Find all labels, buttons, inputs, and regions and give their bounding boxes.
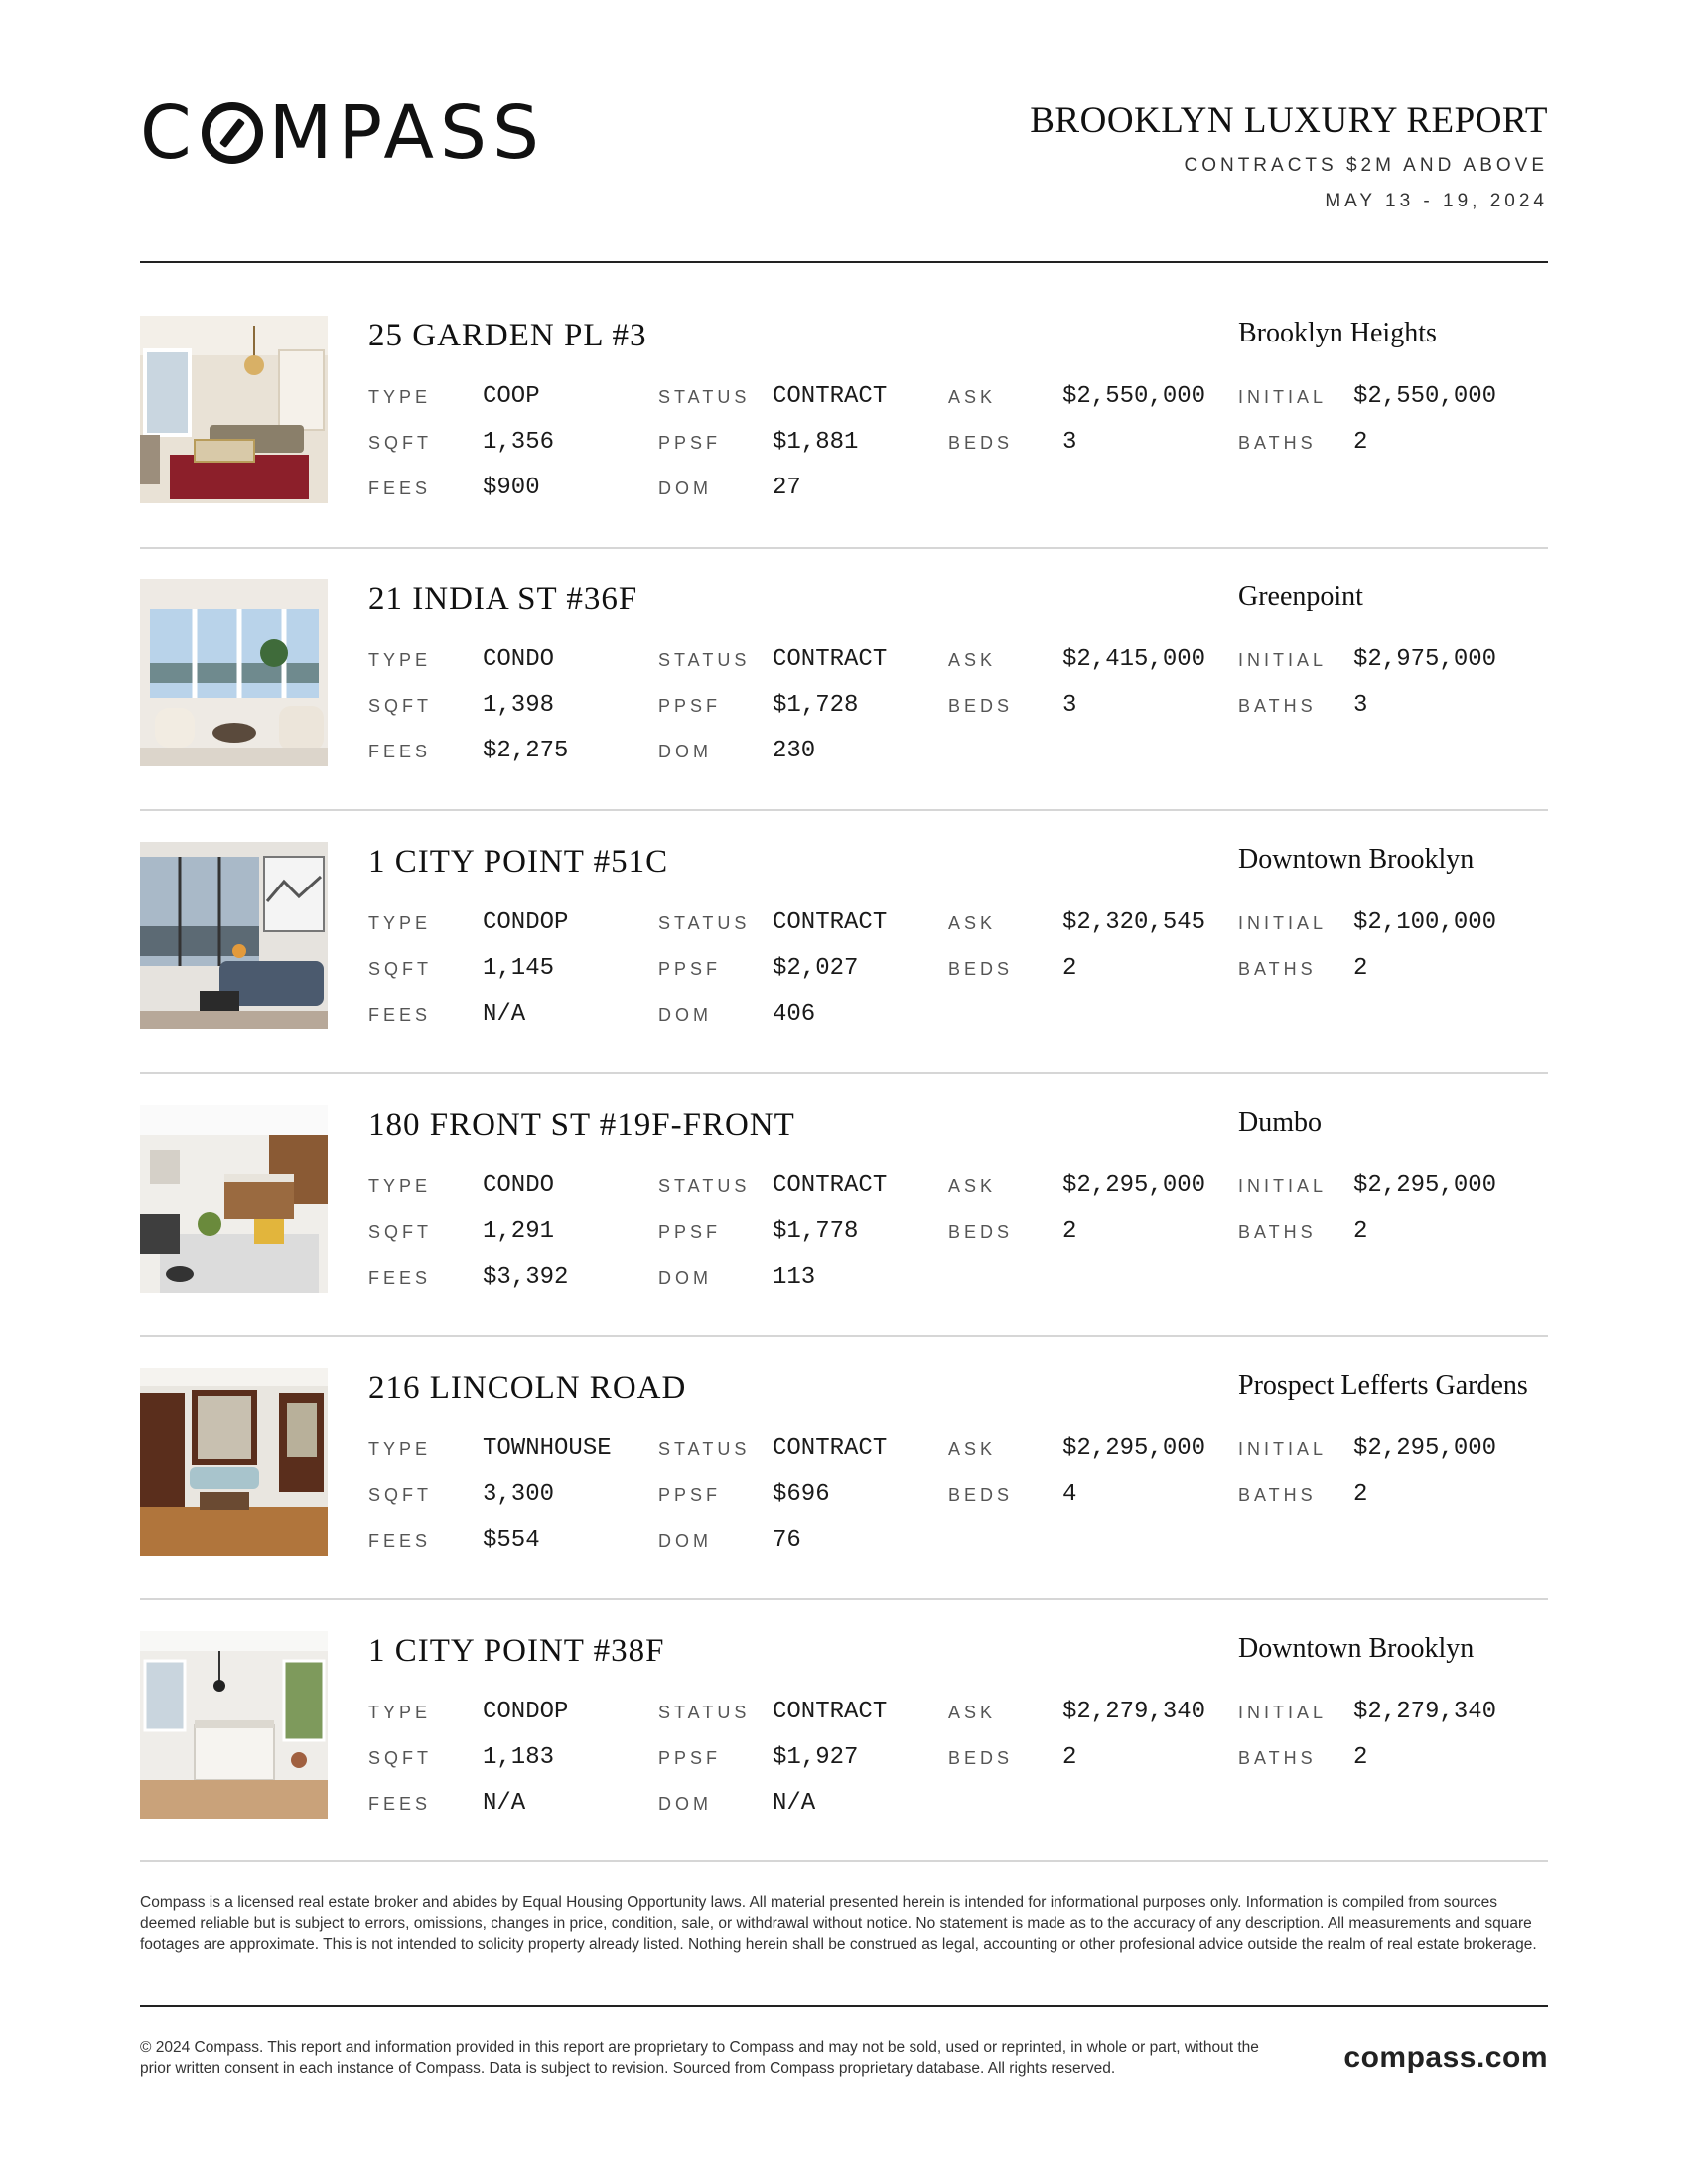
ask-value: $2,295,000 [1062,1172,1206,1199]
report-date: MAY 13 - 19, 2024 [1325,191,1548,211]
header-divider [140,261,1548,263]
sqft-label: SQFT [368,959,432,979]
dom-label: DOM [658,1794,712,1814]
status-label: STATUS [658,1703,751,1722]
initial-value: $2,279,340 [1353,1699,1497,1725]
listing-photo [140,579,328,766]
status-label: STATUS [658,1439,751,1459]
status-value: CONTRACT [773,1435,888,1462]
ask-value: $2,295,000 [1062,1435,1206,1462]
ppsf-value: $2,027 [773,955,859,982]
listing-photo [140,316,328,503]
type-value: CONDOP [483,1699,569,1725]
status-label: STATUS [658,387,751,407]
ask-label: ASK [948,1176,997,1196]
listing-divider [140,1072,1548,1074]
baths-value: 2 [1353,1218,1368,1245]
type-value: CONDO [483,1172,555,1199]
fees-label: FEES [368,1268,432,1288]
type-label: TYPE [368,650,432,670]
fees-value: $900 [483,475,540,501]
fees-label: FEES [368,742,432,761]
listing-photo [140,1105,328,1293]
beds-value: 4 [1062,1481,1077,1508]
listing-address: 25 GARDEN PL #3 [368,318,647,353]
sqft-value: 1,398 [483,692,555,719]
dom-value: 406 [773,1001,816,1027]
ppsf-value: $696 [773,1481,830,1508]
dom-value: N/A [773,1790,816,1817]
listing-photo [140,842,328,1029]
listing-neighborhood: Greenpoint [1238,581,1363,612]
listing-row [140,1105,1548,1367]
dom-label: DOM [658,1005,712,1024]
fees-label: FEES [368,1531,432,1551]
baths-label: BATHS [1238,1485,1317,1505]
beds-value: 3 [1062,429,1077,456]
baths-value: 2 [1353,955,1368,982]
beds-value: 2 [1062,1744,1077,1771]
status-label: STATUS [658,650,751,670]
report-title: BROOKLYN LUXURY REPORT [1030,100,1548,141]
status-label: STATUS [658,913,751,933]
dom-value: 113 [773,1264,816,1291]
ask-value: $2,279,340 [1062,1699,1206,1725]
sqft-label: SQFT [368,433,432,453]
ask-label: ASK [948,1703,997,1722]
initial-label: INITIAL [1238,1176,1328,1196]
sqft-value: 3,300 [483,1481,555,1508]
status-value: CONTRACT [773,909,888,936]
listing-address: 21 INDIA ST #36F [368,581,638,616]
listing-row [140,316,1548,578]
status-value: CONTRACT [773,1172,888,1199]
ask-label: ASK [948,1439,997,1459]
fees-value: $3,392 [483,1264,569,1291]
baths-value: 2 [1353,1744,1368,1771]
type-label: TYPE [368,913,432,933]
website-link[interactable]: compass.com [1343,2041,1548,2074]
initial-value: $2,100,000 [1353,909,1497,936]
ppsf-label: PPSF [658,1222,722,1242]
sqft-label: SQFT [368,1222,432,1242]
dom-value: 76 [773,1527,801,1554]
listing-neighborhood: Dumbo [1238,1107,1322,1138]
fees-label: FEES [368,1794,432,1814]
dom-label: DOM [658,742,712,761]
listing-row [140,1631,1548,1893]
initial-label: INITIAL [1238,1439,1328,1459]
sqft-value: 1,145 [483,955,555,982]
report-subtitle: CONTRACTS $2M AND ABOVE [1184,155,1548,176]
listing-divider [140,809,1548,811]
dom-label: DOM [658,1268,712,1288]
beds-label: BEDS [948,696,1014,716]
listing-address: 1 CITY POINT #38F [368,1633,665,1669]
ask-value: $2,550,000 [1062,383,1206,410]
listing-row [140,579,1548,841]
ppsf-value: $1,728 [773,692,859,719]
status-value: CONTRACT [773,646,888,673]
fees-value: N/A [483,1790,526,1817]
type-value: CONDO [483,646,555,673]
type-value: TOWNHOUSE [483,1435,612,1462]
sqft-label: SQFT [368,1485,432,1505]
ask-label: ASK [948,650,997,670]
type-label: TYPE [368,1703,432,1722]
initial-label: INITIAL [1238,650,1328,670]
beds-value: 2 [1062,1218,1077,1245]
dom-label: DOM [658,1531,712,1551]
ppsf-label: PPSF [658,433,722,453]
compass-logo [140,90,545,176]
baths-value: 2 [1353,1481,1368,1508]
listing-photo [140,1631,328,1819]
ask-value: $2,415,000 [1062,646,1206,673]
report-page [140,0,1548,2184]
legal-disclaimer: Compass is a licensed real estate broker and abides by Equal Housing Opportunity laws. All material presented herein is intended for informational purposes only. Information is compiled from sources deemed reliable but is subject to errors, omissions, changes in price, condition, sale, or withdrawal without notice. No statement is made as to the accuracy of any description. All measurements and square footages are approximate. This is not intended to solicity property already listed. Nothing herein shall be construed as legal, accounting or other profesional advice outside the realm of real estate brokerage. [140,1894,1537,1953]
status-label: STATUS [658,1176,751,1196]
footer-divider [140,2005,1548,2007]
compass-logo-mark: C MPASS [140,90,545,176]
listing-address: 216 LINCOLN ROAD [368,1370,687,1406]
beds-value: 2 [1062,955,1077,982]
ask-value: $2,320,545 [1062,909,1206,936]
baths-label: BATHS [1238,1748,1317,1768]
beds-label: BEDS [948,1222,1014,1242]
initial-value: $2,295,000 [1353,1435,1497,1462]
initial-value: $2,295,000 [1353,1172,1497,1199]
ppsf-label: PPSF [658,696,722,716]
listing-divider [140,1598,1548,1600]
sqft-label: SQFT [368,696,432,716]
compass-o-icon [202,102,263,164]
dom-value: 230 [773,738,816,764]
fees-value: $2,275 [483,738,569,764]
beds-label: BEDS [948,959,1014,979]
fees-value: $554 [483,1527,540,1554]
sqft-value: 1,183 [483,1744,555,1771]
listing-photo [140,1368,328,1556]
fees-value: N/A [483,1001,526,1027]
initial-label: INITIAL [1238,387,1328,407]
baths-label: BATHS [1238,1222,1317,1242]
sqft-label: SQFT [368,1748,432,1768]
ppsf-value: $1,778 [773,1218,859,1245]
initial-label: INITIAL [1238,913,1328,933]
type-value: COOP [483,383,540,410]
dom-label: DOM [658,478,712,498]
baths-value: 3 [1353,692,1368,719]
listing-neighborhood: Downtown Brooklyn [1238,844,1475,875]
initial-value: $2,550,000 [1353,383,1497,410]
ask-label: ASK [948,387,997,407]
listing-neighborhood: Brooklyn Heights [1238,318,1437,348]
sqft-value: 1,356 [483,429,555,456]
ppsf-label: PPSF [658,959,722,979]
listing-address: 180 FRONT ST #19F-FRONT [368,1107,795,1143]
type-label: TYPE [368,1439,432,1459]
listing-divider [140,1860,1548,1862]
status-value: CONTRACT [773,383,888,410]
fees-label: FEES [368,1005,432,1024]
baths-label: BATHS [1238,959,1317,979]
listing-row [140,1368,1548,1630]
initial-value: $2,975,000 [1353,646,1497,673]
fees-label: FEES [368,478,432,498]
ppsf-value: $1,881 [773,429,859,456]
copyright-notice: © 2024 Compass. This report and information provided in this report are proprietary to Compass and may not be sold, used or reprinted, in whole or part, without the prior written consent in each instance of Compass. Data is subject to revision. Sourced from Compass proprietary database. All rights reserved. [140,2039,1259,2077]
sqft-value: 1,291 [483,1218,555,1245]
type-value: CONDOP [483,909,569,936]
listing-divider [140,1335,1548,1337]
ask-label: ASK [948,913,997,933]
listing-address: 1 CITY POINT #51C [368,844,669,880]
beds-label: BEDS [948,1748,1014,1768]
baths-value: 2 [1353,429,1368,456]
listing-divider [140,547,1548,549]
beds-label: BEDS [948,433,1014,453]
ppsf-label: PPSF [658,1485,722,1505]
baths-label: BATHS [1238,433,1317,453]
listing-neighborhood: Downtown Brooklyn [1238,1633,1475,1664]
status-value: CONTRACT [773,1699,888,1725]
dom-value: 27 [773,475,801,501]
type-label: TYPE [368,387,432,407]
beds-value: 3 [1062,692,1077,719]
initial-label: INITIAL [1238,1703,1328,1722]
type-label: TYPE [368,1176,432,1196]
ppsf-value: $1,927 [773,1744,859,1771]
beds-label: BEDS [948,1485,1014,1505]
baths-label: BATHS [1238,696,1317,716]
listing-row [140,842,1548,1104]
listing-neighborhood: Prospect Lefferts Gardens [1238,1370,1528,1401]
ppsf-label: PPSF [658,1748,722,1768]
